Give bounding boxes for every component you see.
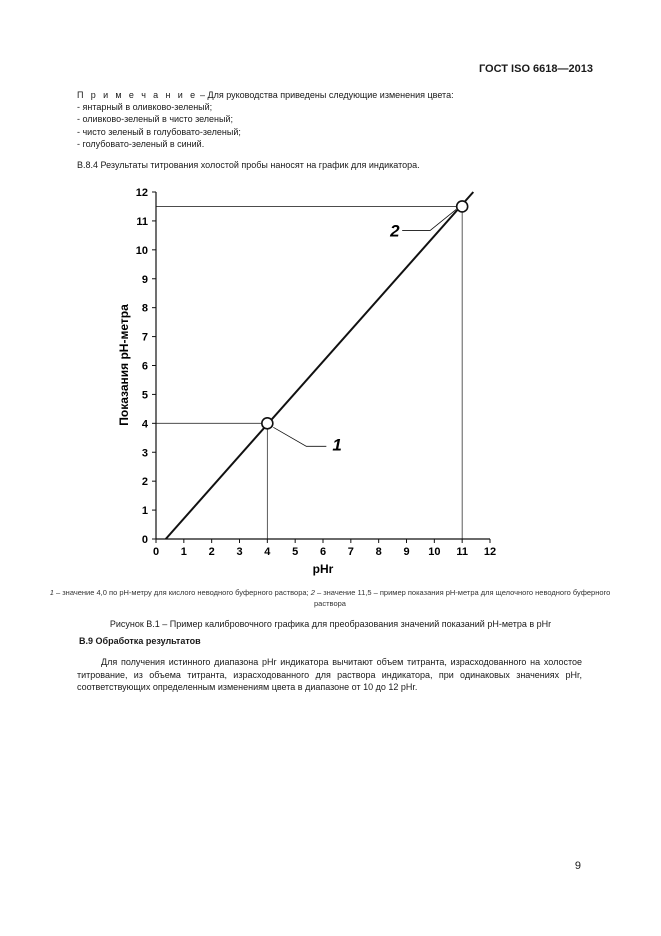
note-item: - оливково-зеленый в чисто зеленый; [77, 114, 234, 125]
legend-text-2: – значение 11,5 – пример показания pH-метра для щелочного неводного буферного раствора [314, 588, 611, 608]
y-tick-label: 12 [135, 187, 148, 199]
point-label-1: 1 [332, 435, 342, 455]
x-tick-label: 2 [208, 546, 215, 558]
x-tick-label: 4 [264, 546, 271, 558]
y-tick-label: 0 [141, 534, 148, 546]
y-tick-label: 4 [141, 418, 148, 431]
y-tick-label: 9 [141, 273, 148, 286]
page-number: 9 [574, 860, 581, 872]
calibration-line [166, 192, 474, 539]
y-tick-label: 11 [136, 215, 148, 228]
y-tick-label: 1 [141, 505, 148, 518]
x-tick-label: 5 [292, 546, 299, 558]
x-tick-label: 12 [483, 546, 497, 558]
x-tick-label: 6 [319, 546, 327, 558]
x-tick-label: 9 [403, 546, 410, 558]
y-tick-label: 10 [135, 244, 148, 257]
x-tick-label: 7 [347, 546, 354, 558]
x-axis-label: pHr [312, 562, 334, 576]
leader-line [273, 427, 326, 446]
x-tick-label: 8 [375, 546, 382, 558]
document-id: ГОСТ ISO 6618—2013 [478, 63, 593, 75]
figure-caption: Рисунок В.1 – Пример калибровочного графика для преобразования значений показаний pH-метра в pHr [109, 619, 552, 629]
y-tick-label: 5 [141, 389, 148, 402]
note-block [77, 89, 597, 150]
note-intro [77, 89, 597, 101]
data-point-marker [262, 418, 273, 429]
note-item: - голубовато-зеленый в синий. [77, 138, 205, 149]
note-item: - янтарный в оливково-зеленый; [77, 102, 213, 113]
y-axis-label: Показания pH-метра [117, 304, 131, 426]
x-tick-label: 1 [180, 546, 187, 558]
section-b9-heading: В.9 Обработка результатов [79, 636, 201, 646]
y-tick-label: 6 [141, 360, 148, 373]
note-intro-text: – Для руководства приведены следующие изменения цвета: [197, 90, 454, 100]
x-tick-label: 11 [456, 546, 468, 558]
legend-key-2: 2 [310, 588, 315, 597]
x-tick-label: 0 [152, 546, 160, 558]
y-tick-label: 8 [141, 302, 148, 315]
note-item: - чисто зеленый в голубовато-зеленый; [77, 126, 241, 137]
calibration-chart [0, 180, 661, 580]
note-prefix: П р и м е ч а н и е [77, 90, 198, 100]
y-tick-label: 3 [141, 447, 148, 460]
point-label-2: 2 [390, 221, 400, 241]
section-b84: В.8.4 Результаты титрования холостой пробы наносят на график для индикатора. [77, 160, 420, 170]
figure-legend [40, 587, 620, 609]
data-point-marker [457, 201, 468, 212]
body-paragraph: Для получения истинного диапазона pHr индикатора вычитают объем титранта, израсходованного на холостое титрование, из объема титранта, израсходованного для раствора индикатора, при одинаковых значениях pHr, соответствующих определенным изменениям цвета в диапазоне от 10 до 12 pHr. [77, 657, 582, 693]
y-tick-label: 2 [141, 476, 148, 489]
x-tick-label: 3 [236, 546, 243, 558]
legend-text-1: – значение 4,0 по pH-метру для кислого неводного буферного раствора; [53, 588, 311, 597]
legend-key-1: 1 [49, 588, 54, 597]
x-tick-label: 10 [428, 546, 441, 558]
y-tick-label: 7 [141, 331, 148, 344]
